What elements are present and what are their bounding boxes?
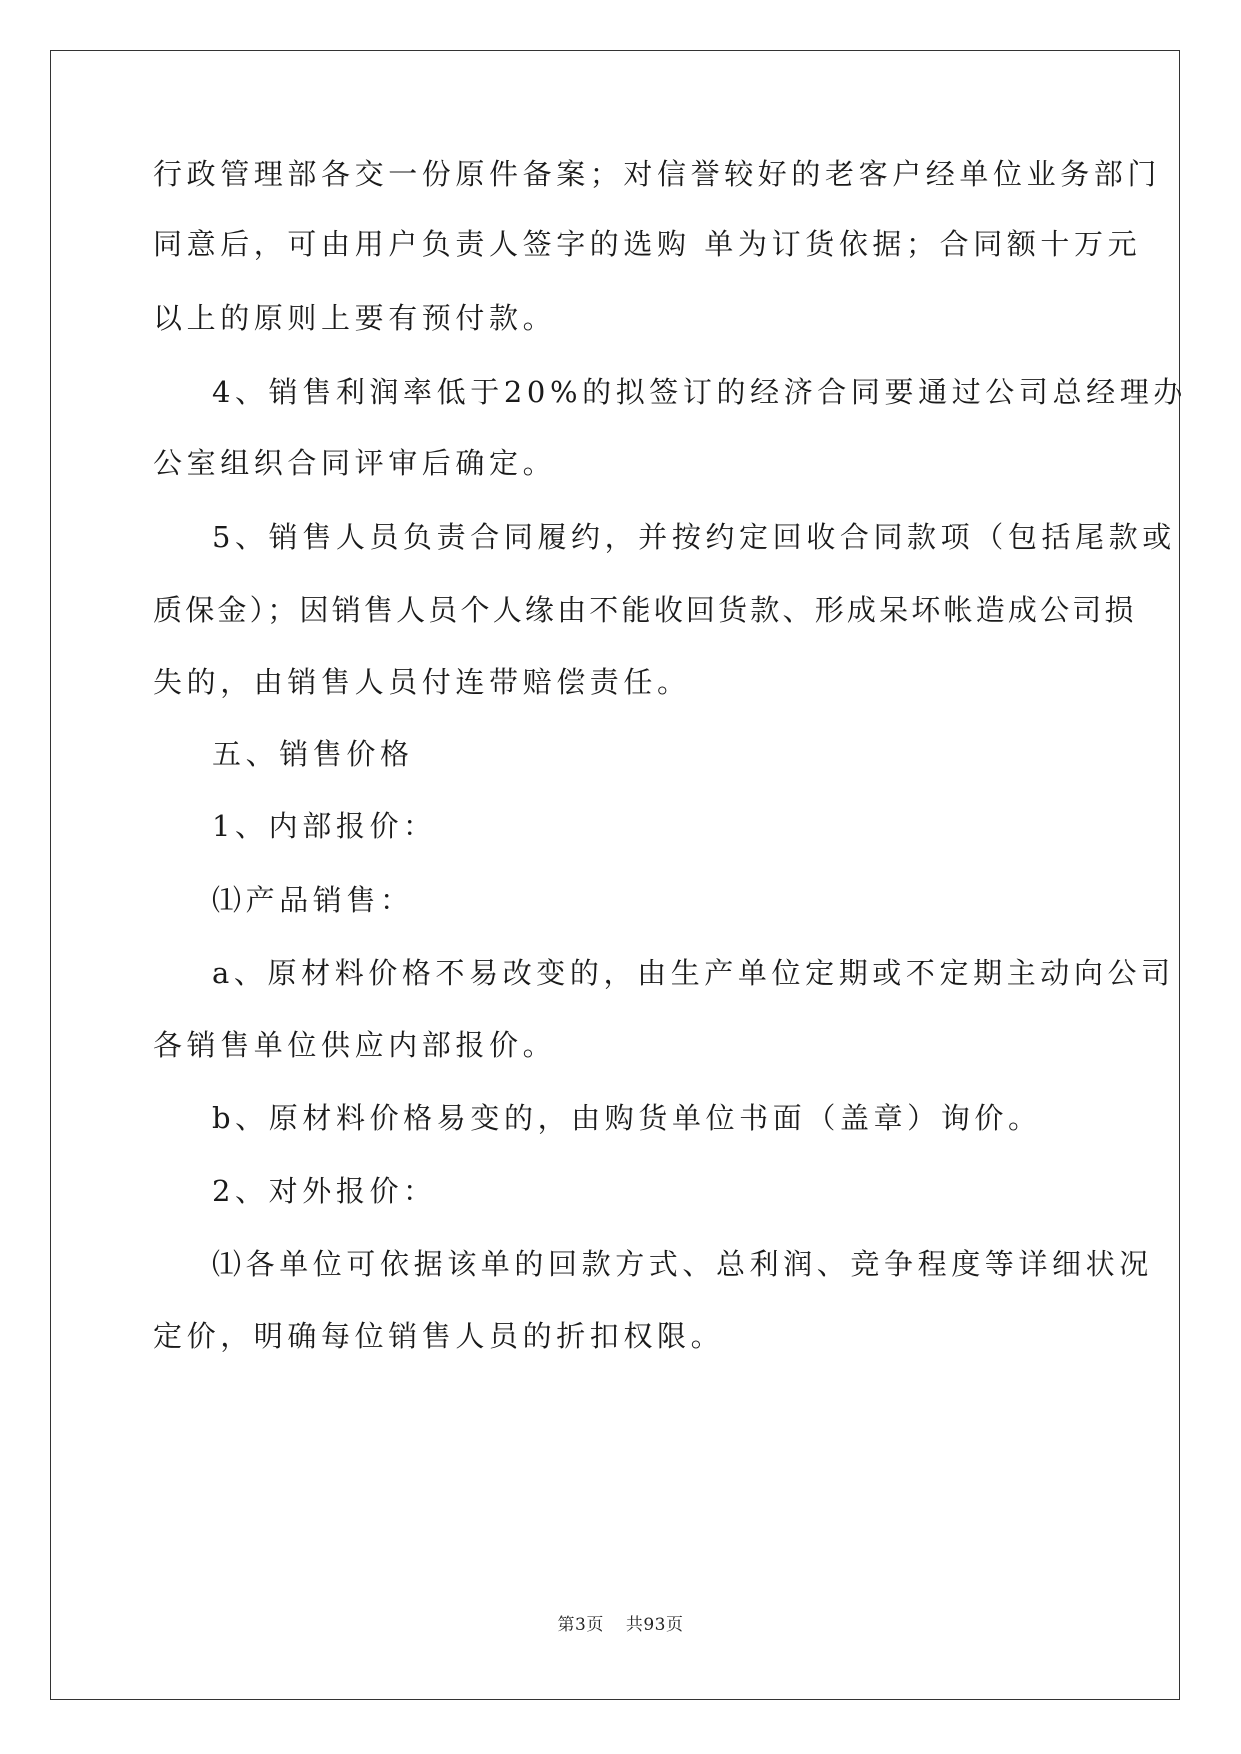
- text-line: 各销售单位供应内部报价。: [153, 1028, 557, 1062]
- subsection-heading: ⑴产品销售：: [212, 883, 414, 917]
- text-line: a、原材料价格不易改变的，由生产单位定期或不定期主动向公司: [212, 956, 1175, 990]
- text-line: 同意后，可由用户负责人签字的选购 单为订货依据；合同额十万元: [153, 227, 1142, 261]
- text-line: 4、销售利润率低于20%的拟签订的经济合同要通过公司总经理办: [212, 375, 1187, 409]
- section-heading: 五、销售价格: [212, 737, 414, 771]
- text-line: 定价，明确每位销售人员的折扣权限。: [153, 1319, 725, 1353]
- text-line: 失的，由销售人员付连带赔偿责任。: [153, 665, 691, 699]
- text-line: ⑴各单位可依据该单的回款方式、总利润、竞争程度等详细状况: [212, 1247, 1153, 1281]
- total-pages: 共93页: [625, 1615, 684, 1635]
- text-line: 公室组织合同评审后确定。: [153, 446, 557, 480]
- page-number: 第3页: [557, 1615, 604, 1635]
- text-line: 质保金）；因销售人员个人缘由不能收回货款、形成呆坏帐造成公司损: [153, 593, 1137, 627]
- subsection-heading: 2、对外报价：: [212, 1174, 437, 1208]
- subsection-heading: 1、内部报价：: [212, 809, 437, 843]
- page-border: [50, 50, 1180, 1700]
- page-footer: [0, 1610, 1241, 1635]
- text-line: 5、销售人员负责合同履约，并按约定回收合同款项（包括尾款或: [212, 520, 1176, 554]
- text-line: b、原材料价格易变的，由购货单位书面（盖章）询价。: [212, 1101, 1042, 1135]
- text-line: 以上的原则上要有预付款。: [153, 301, 557, 335]
- text-line: 行政管理部各交一份原件备案；对信誉较好的老客户经单位业务部门: [153, 157, 1162, 191]
